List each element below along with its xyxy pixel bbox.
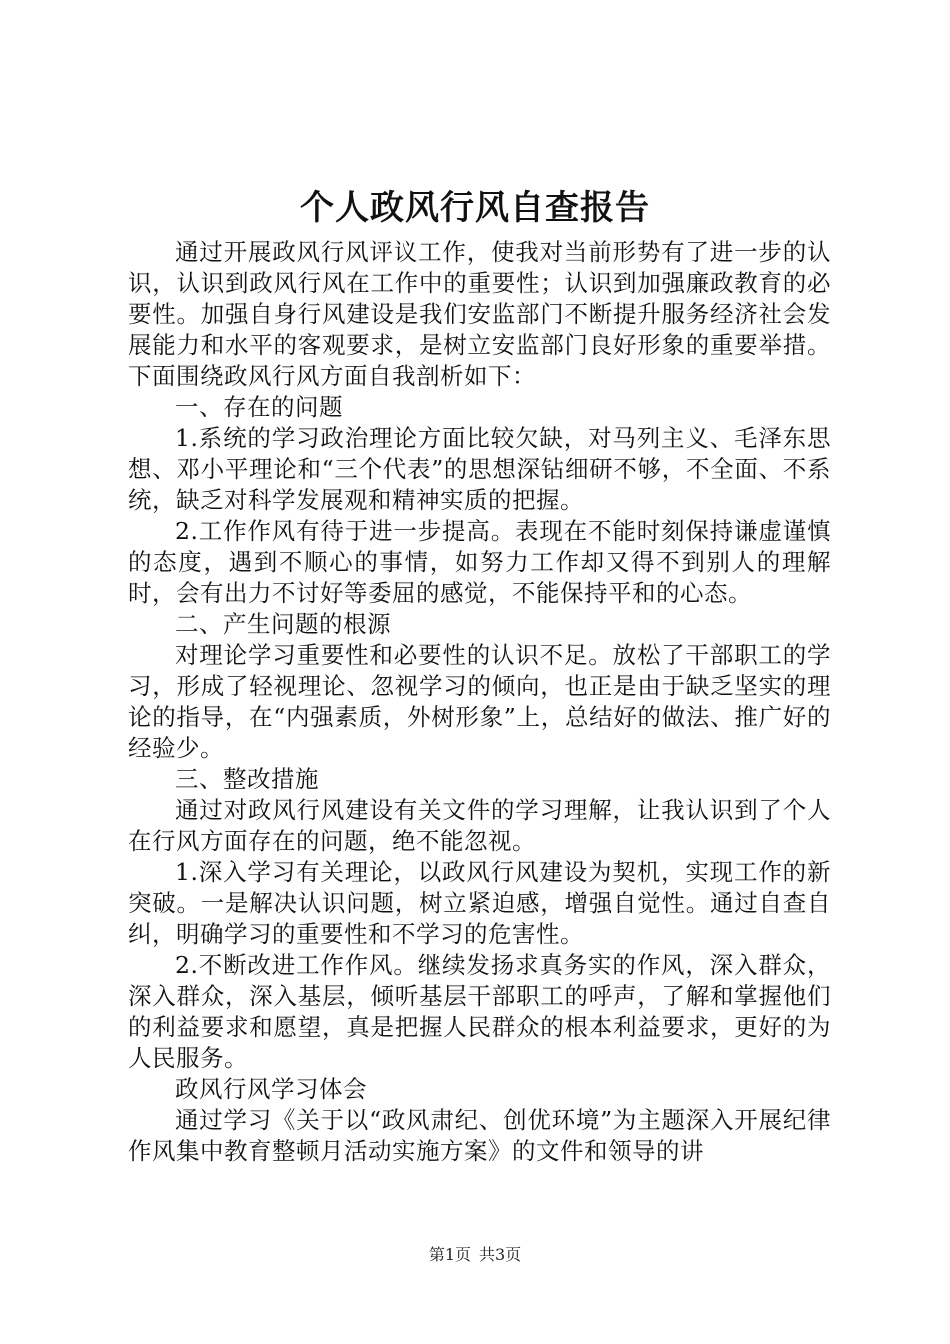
- document-title: 个人政风行风自查报告: [300, 188, 650, 228]
- section-heading-reflection: 政风行风学习体会: [175, 1075, 367, 1103]
- page-number-current: 第1页: [428, 1245, 471, 1264]
- page-number-total: 共3页: [479, 1245, 522, 1264]
- paragraph-root-cause: 对理论学习重要性和必要性的认识不足。放松了干部职工的学习，形成了轻视理论、忽视学习的倾向，也正是由于缺乏坚实的理论的指导，在“内强素质，外树形象”上，总结好的做法、推广好的经验少。: [128, 641, 831, 762]
- paragraph-reflection: 通过学习《关于以“政风肃纪、创优环境”为主题深入开展纪律作风集中教育整顿月活动实施方案》的文件和领导的讲: [128, 1106, 831, 1165]
- section-heading-measures: 三、整改措施: [175, 765, 319, 793]
- document-body: [128, 237, 831, 1167]
- paragraph-problem-2: 2.工作作风有待于进一步提高。表现在不能时刻保持谦虚谨慎的态度，遇到不顺心的事情，如努力工作却又得不到别人的理解时，会有出力不讨好等委屈的感觉，不能保持平和的心态。: [128, 517, 831, 607]
- paragraph-measures-intro: 通过对政风行风建设有关文件的学习理解，让我认识到了个人在行风方面存在的问题，绝不能忽视。: [128, 796, 831, 855]
- paragraph-measure-1: 1.深入学习有关理论，以政风行风建设为契机，实现工作的新突破。一是解决认识问题，树立紧迫感，增强自觉性。通过自查自纠，明确学习的重要性和不学习的危害性。: [128, 858, 831, 948]
- section-heading-root-cause: 二、产生问题的根源: [175, 610, 391, 638]
- paragraph-intro: 通过开展政风行风评议工作，使我对当前形势有了进一步的认识，认识到政风行风在工作中的重要性；认识到加强廉政教育的必要性。加强自身行风建设是我们安监部门不断提升服务经济社会发展能力和水平的客观要求，是树立安监部门良好形象的重要举措。下面围绕政风行风方面自我剖析如下：: [128, 238, 831, 390]
- section-heading-problems: 一、存在的问题: [175, 393, 343, 421]
- page-footer: [0, 1244, 950, 1266]
- paragraph-measure-2: 2.不断改进工作作风。继续发扬求真务实的作风，深入群众，深入群众，深入基层，倾听基层干部职工的呼声，了解和掌握他们的利益要求和愿望，真是把握人民群众的根本利益要求，更好的为人民服务。: [128, 951, 831, 1072]
- paragraph-problem-1: 1.系统的学习政治理论方面比较欠缺，对马列主义、毛泽东思想、邓小平理论和“三个代表”的思想深钻细研不够，不全面、不系统，缺乏对科学发展观和精神实质的把握。: [128, 424, 831, 514]
